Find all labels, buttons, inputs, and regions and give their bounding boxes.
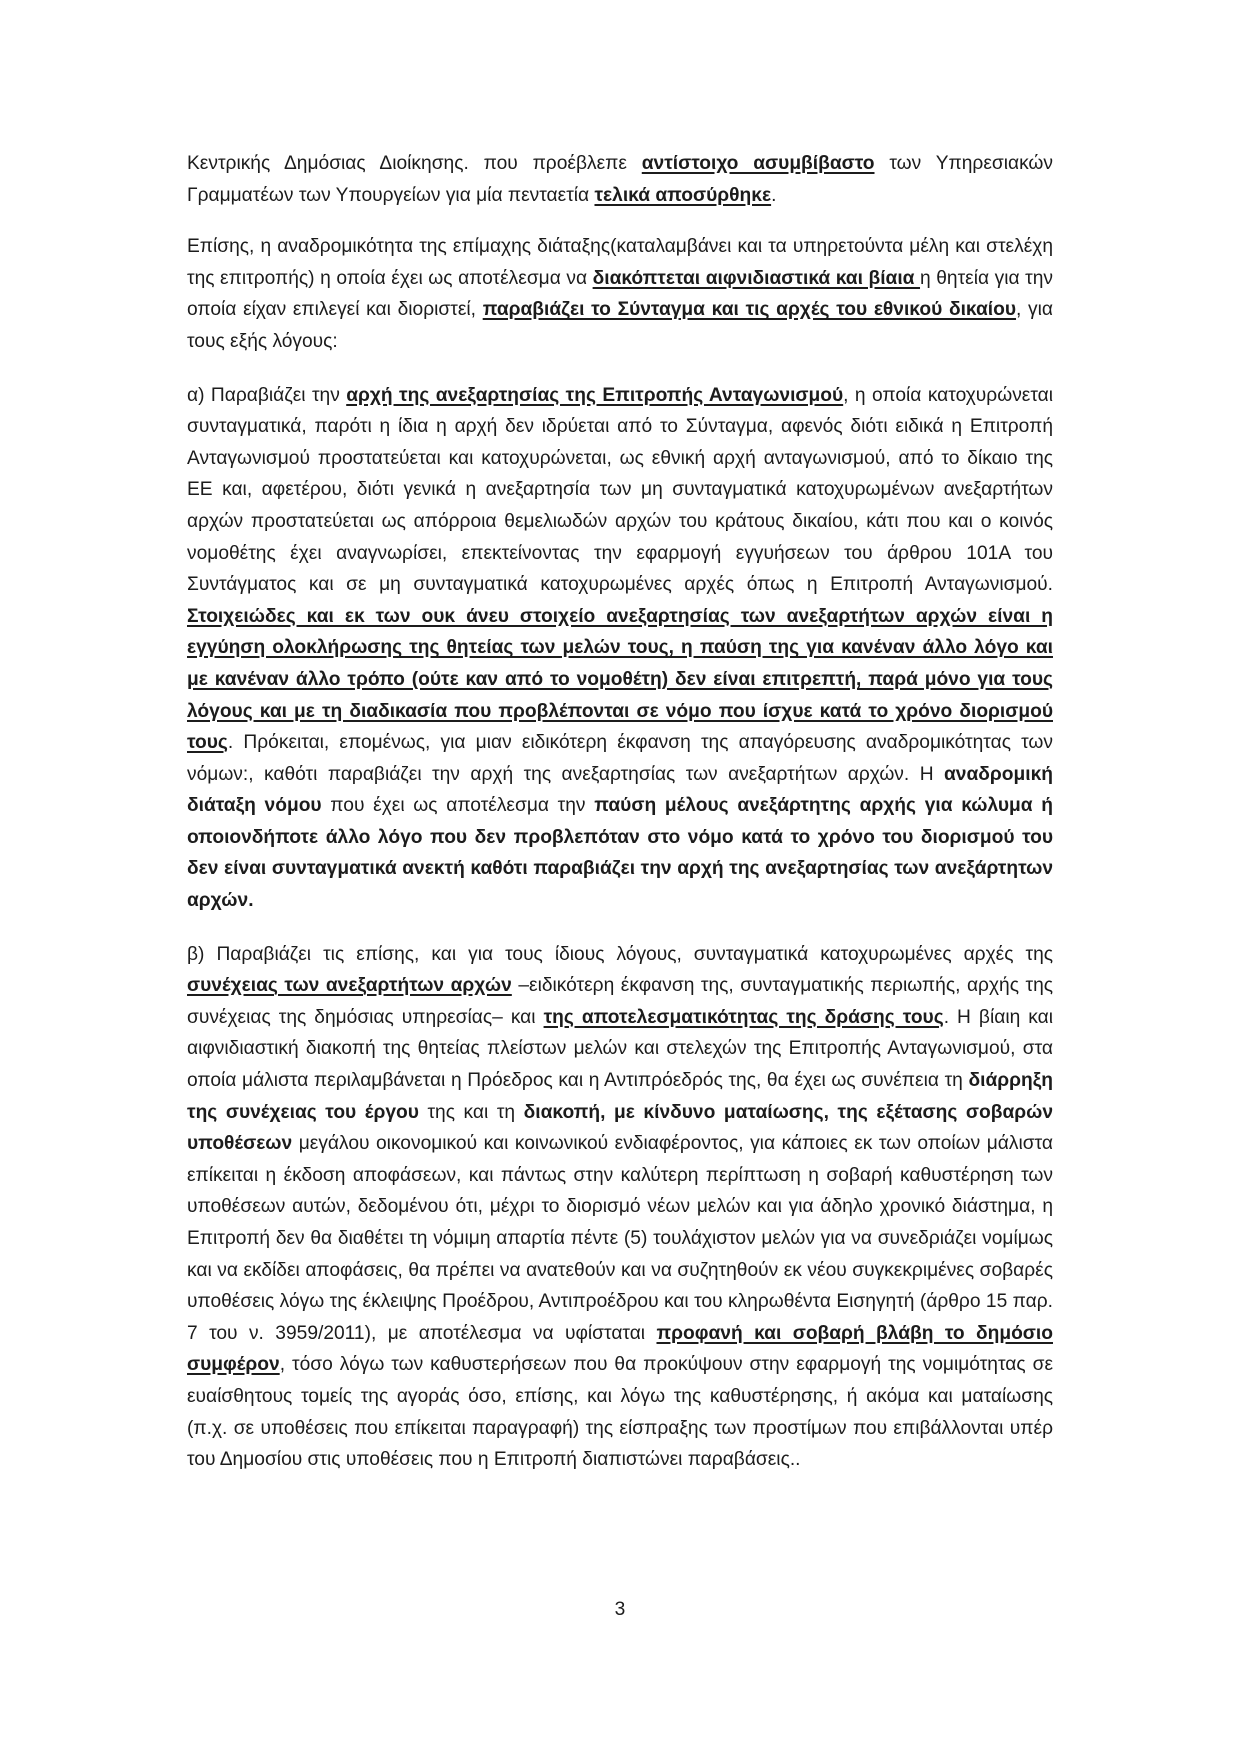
text-segment: , τόσο λόγω των καθυστερήσεων που θα προκύψουν στην εφαρμογή της νομιμότητας σε ευαίσθητους τομείς της αγοράς όσο, επίσης, και λόγω της καθυστέρησης, ή ακόμα και ματαίωσης (π.χ. σε υποθέσεις που επίκειται παραγραφή) της είσπραξης των προστίμων που επιβάλλονται υπέρ του Δημοσίου στις υποθέσεις που η Επιτροπή διαπιστώνει παραβάσεις.. [187, 1354, 1053, 1471]
emphasis-segment: αρχή της ανεξαρτησίας της Επιτροπής Ανταγωνισμού [346, 384, 844, 406]
text-segment: η θητεία για την οποία είχαν επιλεγεί και διοριστεί, [187, 267, 1053, 321]
text-segment: –ειδικότερη έκφανση της, συνταγματικής περιωπής, αρχής της συνέχειας της δημόσιας υπηρεσίας– και [187, 975, 1053, 1028]
emphasis-segment: τελικά αποσύρθηκε [594, 184, 772, 206]
text-segment: , η οποία κατοχυρώνεται συνταγματικά, παρότι η ίδια η αρχή δεν ιδρύεται από το Σύνταγμα, αφενός διότι ειδικά η Επιτροπή Ανταγωνισμού προστατεύεται και κατοχυρώνεται, ως εθνική αρχή ανταγωνισμού, από το δίκαιο της ΕΕ και, αφετέρου, διότι γενικά η ανεξαρτησία των μη συνταγματικά κατοχυρωμένων ανεξαρτήτων αρχών προστατεύεται ως απόρροια θεμελιωδών αρχών του κράτους δικαίου, κάτι που και ο κοινός νομοθέτης έχει αναγνωρίσει, επεκτείνοντας την εφαρμογή εγγυήσεων του άρθρου 101Α του Συντάγματος και σε μη συνταγματικά κατοχυρωμένες αρχές όπως η Επιτροπή Ανταγωνισμού. [187, 384, 1054, 596]
text-segment: β) Παραβιάζει τις επίσης, και για τους ίδιους λόγους, συνταγματικά κατοχυρωμένες αρχές της [187, 943, 1053, 965]
bold-segment: αναδρομική διάταξη νόμου [187, 763, 1053, 817]
paragraph-intro [187, 148, 1053, 211]
text-segment: . Πρόκειται, επομένως, για μιαν ειδικότερη έκφανση της απαγόρευσης αναδρομικότητας των νόμων:, καθότι παραβιάζει την αρχή της ανεξαρτησίας των ανεξαρτήτων αρχών. Η [187, 732, 1053, 785]
bold-segment: διακοπή, με κίνδυνο ματαίωσης, της εξέτασης σοβαρών υποθέσεων [187, 1101, 1054, 1155]
text-segment: Επίσης, η αναδρομικότητα της επίμαχης διάταξης(καταλαμβάνει και τα υπηρετούντα μέλη και στελέχη της επιτροπής) η οποία έχει ως αποτέλεσμα να [187, 236, 1053, 289]
paragraph-retroactivity [187, 231, 1053, 357]
emphasis-segment: παραβιάζει το Σύνταγμα και τις αρχές του εθνικού δικαίου [482, 299, 1017, 321]
text-segment: , για τους εξής λόγους: [187, 299, 1054, 352]
text-segment: που έχει ως αποτέλεσμα την [321, 795, 595, 817]
page-number: 3 [614, 1599, 626, 1620]
text-segment: μεγάλου οικονομικού και κοινωνικού ενδιαφέροντος, για κάποιες εκ των οποίων μάλιστα επίκειται η έκδοση αποφάσεων, και πάντως στην καλύτερη περίπτωση η σοβαρή καθυστέρηση των υποθέσεων αυτών, δεδομένου ότι, μέχρι το διορισμό νέων μελών και για άδηλο χρονικό διάστημα, η Επιτροπή δεν θα διαθέτει τη νόμιμη απαρτία πέντε (5) τουλάχιστον μελών για να συνεδριάζει νομίμως και να εκδίδει αποφάσεις, θα πρέπει να ανατεθούν και να συζητηθούν εκ νέου συγκεκριμένες σοβαρές υποθέσεις λόγω της έκλειψης Προέδρου, Αντιπροέδρου και του κληρωθέντα Εισηγητή (άρθρο 15 παρ. 7 του ν. 3959/2011), με αποτέλεσμα να υφίσταται [187, 1133, 1053, 1344]
emphasis-segment: Στοιχειώδες και εκ των ουκ άνευ στοιχείο ανεξαρτησίας των ανεξαρτήτων αρχών είναι η εγγύηση ολοκλήρωσης της θητείας των μελών τους, η παύση της για κανέναν άλλο λόγο και με κανέναν άλλο τρόπο (ούτε καν από το νομοθέτη) δεν είναι επιτρεπτή, παρά μόνο για τους λόγους και με τη διαδικασία που προβλέπονται σε νόμο που ίσχυε κατά το χρόνο διορισμού τους [187, 605, 1053, 754]
document-body [187, 148, 1053, 1476]
emphasis-segment: προφανή και σοβαρή βλάβη το δημόσιο συμφέρον [187, 1322, 1053, 1376]
paragraph-point-b [187, 939, 1053, 1476]
text-segment: Κεντρικής Δημόσιας Διοίκησης. που προέβλεπε [187, 153, 642, 174]
bold-segment: διάρρηξη της συνέχειας του έργου [187, 1070, 1053, 1123]
text-segment: α) Παραβιάζει την [187, 384, 347, 406]
text-segment: . Η βίαιη και αιφνιδιαστική διακοπή της θητείας πλείστων μελών και στελεχών της Επιτροπής Ανταγωνισμού, στα οποία μάλιστα περιλαμβάνεται η Πρόεδρος και η Αντιπρόεδρός της, θα έχει ως συνέπεια τη [187, 1006, 1053, 1092]
bold-segment: παύση μέλους ανεξάρτητης αρχής για κώλυμα ή οποιονδήποτε άλλο λόγο που δεν προβλεπόταν στο νόμο κατά το χρόνο του διορισμού του δεν είναι συνταγματικά ανεκτή καθότι παραβιάζει την αρχή της ανεξαρτησίας των ανεξάρτητων αρχών. [187, 795, 1053, 912]
text-segment: των Υπηρεσιακών Γραμματέων των Υπουργείων για μία πενταετία [187, 153, 1054, 206]
emphasis-segment: συνέχειας των ανεξαρτήτων αρχών [187, 975, 512, 997]
text-segment: . [771, 184, 777, 206]
text-segment: της και τη [418, 1101, 524, 1123]
emphasis-segment: της αποτελεσματικότητας της δράσης τους [543, 1006, 944, 1028]
emphasis-segment: διακόπτεται αιφνιδιαστικά και βίαια [592, 267, 921, 289]
paragraph-point-a [187, 380, 1053, 917]
emphasis-segment: αντίστοιχο ασυμβίβαστο [641, 153, 875, 174]
